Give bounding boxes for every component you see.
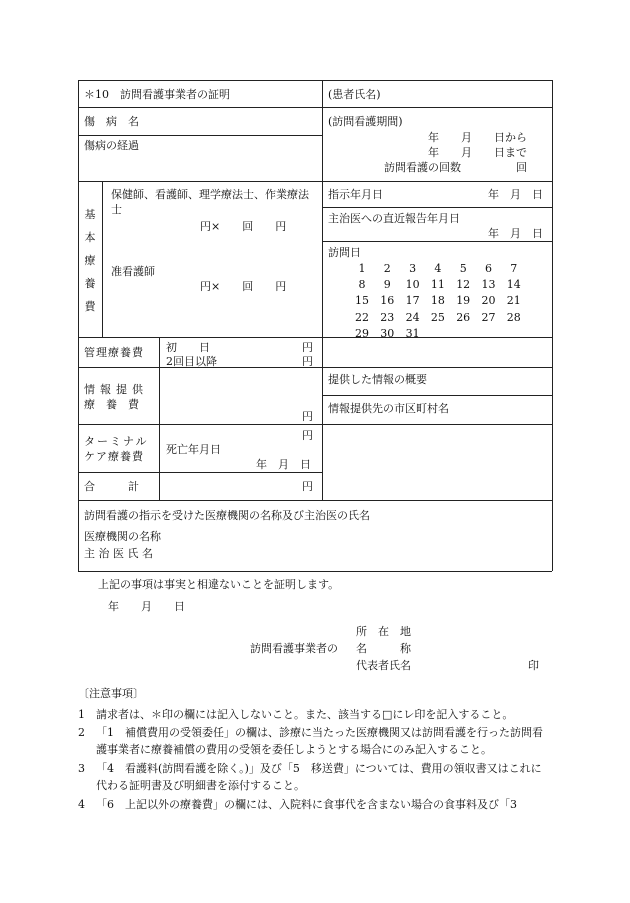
terminal-label-line1: ターミナル — [84, 435, 149, 448]
basic-fee-char: 養 — [84, 277, 96, 290]
info-dest-label: 情報提供先の市区町村名 — [328, 402, 449, 415]
note-number: 1 — [78, 708, 85, 721]
visit-day: 8 — [358, 278, 366, 292]
visit-day: 20 — [481, 294, 496, 308]
institution-name-label: 医療機関の名称 — [84, 530, 161, 543]
visit-day: 23 — [380, 310, 395, 324]
provider-address-label: 所 在 地 — [356, 625, 411, 638]
visit-day: 3 — [409, 262, 417, 275]
visit-day: 18 — [430, 294, 445, 308]
doctor-name-label: 主 治 医 氏 名 — [84, 547, 153, 560]
basic-fee-char: 費 — [84, 300, 96, 313]
assoc-nurse-calc: 円× 回 円 — [200, 280, 287, 293]
report-date-value: 年 月 日 — [488, 227, 543, 240]
visit-period-label: (訪問看護期間) — [328, 115, 403, 128]
visit-day: 19 — [456, 294, 471, 308]
nurse-calc: 円× 回 円 — [200, 220, 287, 233]
info-summary-label: 提供した情報の概要 — [328, 373, 427, 386]
visit-day: 24 — [405, 310, 420, 324]
provider-name-label: 名 称 — [356, 642, 411, 655]
terminal-label-line2: ケア療養費 — [84, 450, 144, 463]
visit-day: 13 — [481, 278, 496, 292]
note-text: 「6 上記以外の療養費」の欄には、入院料に食事代を含まない場合の食事料及び「3 — [96, 798, 517, 811]
note-text: 「4 看護料(訪問看護を除く。)」及び「5 移送費」については、費用の領収書又はこれに代わる証明書及び明細書を添付すること。 — [96, 762, 542, 792]
visit-day: 12 — [456, 278, 471, 292]
visit-day: 2 — [383, 262, 391, 275]
visit-period-to: 年 月 日まで — [428, 146, 527, 159]
visit-day: 15 — [355, 294, 369, 308]
visit-day: 4 — [434, 262, 442, 275]
visit-day: 29 — [355, 326, 369, 340]
provider-label: 訪問看護事業者の — [250, 642, 338, 655]
instruction-date-label: 指示年月日 — [328, 188, 383, 201]
notes-heading: 〔注意事項〕 — [78, 687, 144, 700]
note-text: 「1 補償費用の受領委任」の欄は、診療に当たった医療機関又は訪問看護を行った訪問看護事業者に療養補償の費用の受領を委任しようとする場合にのみ記入すること。 — [96, 726, 543, 756]
visit-day: 9 — [383, 278, 391, 292]
visit-day: 27 — [481, 310, 496, 324]
death-date-value: 年 月 日 — [256, 458, 311, 471]
nurse-label-line1: 保健師、看護師、理学療法士、作業療法 — [111, 188, 309, 201]
injury-course-label: 傷病の経過 — [84, 139, 139, 152]
info-fee-label-line1: 情報提供 — [84, 383, 148, 396]
death-date-label: 死亡年月日 — [166, 443, 221, 456]
visit-day: 26 — [456, 310, 471, 324]
injury-name-label: 傷 病 名 — [84, 115, 139, 128]
visit-day: 1 — [358, 262, 366, 275]
instruction-date-value: 年 月 日 — [488, 188, 543, 201]
management-fee-label: 管理療養費 — [84, 346, 144, 359]
info-fee-label-line2: 療 養 費 — [84, 398, 139, 411]
visit-day: 11 — [430, 278, 445, 292]
note-number: 2 — [78, 726, 85, 739]
nurse-label-line2: 士 — [111, 203, 122, 216]
certification-date: 年 月 日 — [108, 600, 185, 613]
certification-statement: 上記の事項は事実と相違ないことを証明します。 — [98, 578, 340, 591]
institution-heading: 訪問看護の指示を受けた医療機関の名称及び主治医の氏名 — [84, 509, 370, 522]
visit-days-label: 訪問日 — [328, 246, 361, 259]
report-date-label: 主治医への直近報告年月日 — [328, 212, 460, 225]
info-fee-unit: 円 — [302, 410, 313, 423]
visit-day: 7 — [510, 262, 518, 275]
visit-day: 25 — [430, 310, 445, 324]
visit-day: 16 — [380, 294, 395, 308]
provider-rep-label: 代表者氏名 — [356, 659, 411, 672]
visit-day: 6 — [485, 262, 492, 275]
visit-day: 22 — [355, 310, 369, 324]
visit-day: 30 — [380, 326, 395, 340]
visit-day: 28 — [506, 310, 521, 324]
management-first-unit: 円 — [302, 341, 313, 354]
terminal-unit: 円 — [302, 429, 313, 442]
management-second-unit: 円 — [302, 355, 313, 368]
seal-mark: 印 — [528, 659, 539, 672]
total-label: 合 計 — [84, 480, 139, 493]
management-second-label: 2回目以降 — [166, 355, 217, 368]
visit-count: 訪問看護の回数 回 — [384, 161, 527, 174]
visit-day: 14 — [506, 278, 521, 292]
note-number: 4 — [78, 798, 85, 811]
visit-period-from: 年 月 日から — [428, 131, 527, 144]
visit-day: 10 — [405, 278, 420, 292]
visit-day: 17 — [405, 294, 420, 308]
patient-name-label: (患者氏名) — [328, 88, 381, 101]
note-number: 3 — [78, 762, 85, 775]
visit-day: 5 — [459, 262, 467, 275]
basic-fee-char: 基 — [84, 208, 96, 221]
total-unit: 円 — [302, 480, 313, 493]
assoc-nurse-label: 准看護師 — [111, 265, 155, 278]
section-title: ＊10 訪問看護事業者の証明 — [84, 88, 230, 101]
management-first-label: 初 日 — [166, 341, 210, 354]
basic-fee-char: 本 — [84, 231, 96, 244]
basic-fee-char: 療 — [84, 254, 96, 267]
visit-day: 21 — [506, 294, 521, 308]
visit-day: 31 — [405, 326, 420, 340]
note-text: 請求者は、＊印の欄には記入しないこと。また、該当する□にレ印を記入すること。 — [96, 708, 514, 721]
